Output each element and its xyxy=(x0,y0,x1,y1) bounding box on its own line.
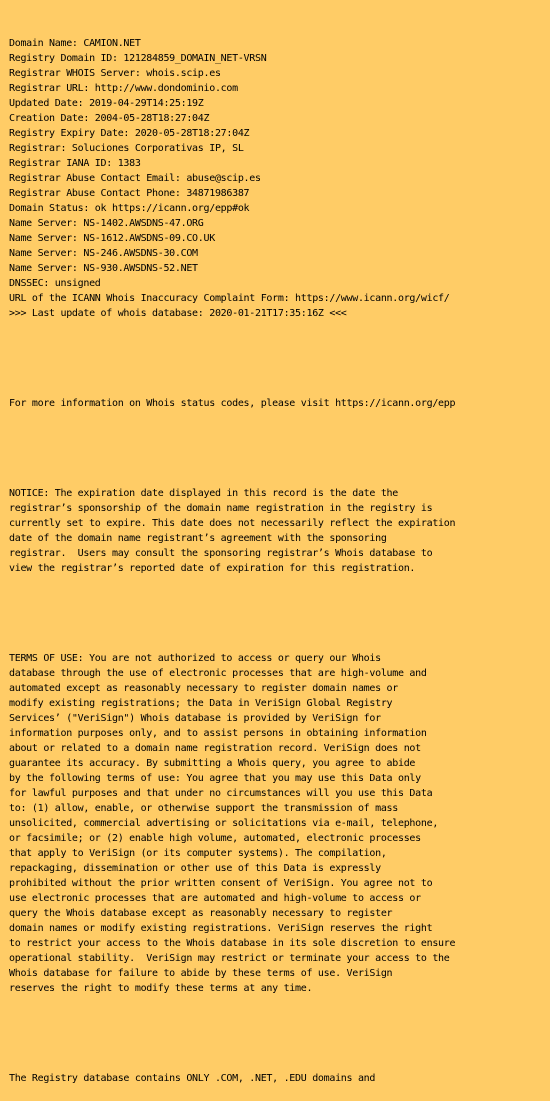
text-line: Creation Date: 2004-05-28T18:27:04Z xyxy=(9,113,210,124)
text-line: Registry Expiry Date: 2020-05-28T18:27:04Z xyxy=(9,128,250,139)
text-line: or facsimile; or (2) enable high volume, automated, electronic processes xyxy=(9,833,421,844)
text-line: Registrar: Soluciones Corporativas IP, SL xyxy=(9,143,244,154)
text-line: Domain Status: ok https://icann.org/epp#ok xyxy=(9,203,250,214)
text-line: registrar’s sponsorship of the domain name registration in the registry is xyxy=(9,503,433,514)
text-line: Registrar Abuse Contact Email: abuse@scip.es xyxy=(9,173,261,184)
text-line: currently set to expire. This date does not necessarily reflect the expiration xyxy=(9,518,456,529)
text-line: Updated Date: 2019-04-29T14:25:19Z xyxy=(9,98,204,109)
blank-line xyxy=(9,351,549,366)
text-line: reserves the right to modify these terms at any time. xyxy=(9,983,313,994)
text-line: TERMS OF USE: You are not authorized to access or query our Whois xyxy=(9,653,381,664)
text-line: modify existing registrations; the Data in VeriSign Global Registry xyxy=(9,698,393,709)
text-line: about or related to a domain name registration record. VeriSign does not xyxy=(9,743,421,754)
text-line: Domain Name: CAMION.NET xyxy=(9,38,141,49)
blank-line xyxy=(9,606,549,621)
text-line: operational stability. VeriSign may restrict or terminate your access to the xyxy=(9,953,450,964)
text-line: repackaging, dissemination or other use of this Data is expressly xyxy=(9,863,381,874)
text-line: to: (1) allow, enable, or otherwise support the transmission of mass xyxy=(9,803,398,814)
text-line: query the Whois database except as reasonably necessary to register xyxy=(9,908,393,919)
text-line: Registrar IANA ID: 1383 xyxy=(9,158,141,169)
blank-line xyxy=(9,441,549,456)
text-line: automated except as reasonably necessary to register domain names or xyxy=(9,683,398,694)
text-line: Registrar Abuse Contact Phone: 34871986387 xyxy=(9,188,250,199)
text-line: that apply to VeriSign (or its computer systems). The compilation, xyxy=(9,848,387,859)
text-line: Registrar URL: http://www.dondominio.com xyxy=(9,83,238,94)
text-line: prohibited without the prior written consent of VeriSign. You agree not to xyxy=(9,878,433,889)
text-line: domain names or modify existing registrations. VeriSign reserves the right xyxy=(9,923,433,934)
text-line: For more information on Whois status codes, please visit https://icann.org/epp xyxy=(9,398,456,409)
text-line: guarantee its accuracy. By submitting a Whois query, you agree to abide xyxy=(9,758,416,769)
text-line: unsolicited, commercial advertising or solicitations via e-mail, telephone, xyxy=(9,818,439,829)
text-line: database through the use of electronic processes that are high-volume and xyxy=(9,668,427,679)
status-info xyxy=(9,396,549,411)
text-line: Name Server: NS-246.AWSDNS-30.COM xyxy=(9,248,198,259)
text-line: view the registrar’s reported date of expiration for this registration. xyxy=(9,563,416,574)
text-line: DNSSEC: unsigned xyxy=(9,278,101,289)
text-line: to restrict your access to the Whois database in its sole discretion to ensure xyxy=(9,938,456,949)
text-line: Services’ ("VeriSign") Whois database is provided by VeriSign for xyxy=(9,713,381,724)
text-line: Registry Domain ID: 121284859_DOMAIN_NET-VRSN xyxy=(9,53,267,64)
text-line: The Registry database contains ONLY .COM, .NET, .EDU domains and xyxy=(9,1073,376,1084)
text-line: date of the domain name registrant’s agreement with the sponsoring xyxy=(9,533,387,544)
text-line: for lawful purposes and that under no circumstances will you use this Data xyxy=(9,788,433,799)
text-line: Registrar WHOIS Server: whois.scip.es xyxy=(9,68,221,79)
text-line: >>> Last update of whois database: 2020-01-21T17:35:16Z <<< xyxy=(9,308,347,319)
text-line: information purposes only, and to assist persons in obtaining information xyxy=(9,728,427,739)
text-line: Name Server: NS-1612.AWSDNS-09.CO.UK xyxy=(9,233,215,244)
registry-footer xyxy=(9,1071,549,1086)
text-line: Name Server: NS-930.AWSDNS-52.NET xyxy=(9,263,198,274)
text-line: registrar. Users may consult the sponsoring registrar’s Whois database to xyxy=(9,548,433,559)
text-line: Whois database for failure to abide by these terms of use. VeriSign xyxy=(9,968,393,979)
text-line: URL of the ICANN Whois Inaccuracy Complaint Form: https://www.icann.org/wicf/ xyxy=(9,293,450,304)
blank-line xyxy=(9,1026,549,1041)
expiration-notice xyxy=(9,486,549,576)
text-line: use electronic processes that are automated and high-volume to access or xyxy=(9,893,421,904)
terms-of-use xyxy=(9,651,549,996)
text-line: Name Server: NS-1402.AWSDNS-47.ORG xyxy=(9,218,204,229)
registration-record xyxy=(9,36,549,321)
whois-record xyxy=(9,6,549,1101)
text-line: by the following terms of use: You agree that you may use this Data only xyxy=(9,773,421,784)
text-line: NOTICE: The expiration date displayed in this record is the date the xyxy=(9,488,398,499)
